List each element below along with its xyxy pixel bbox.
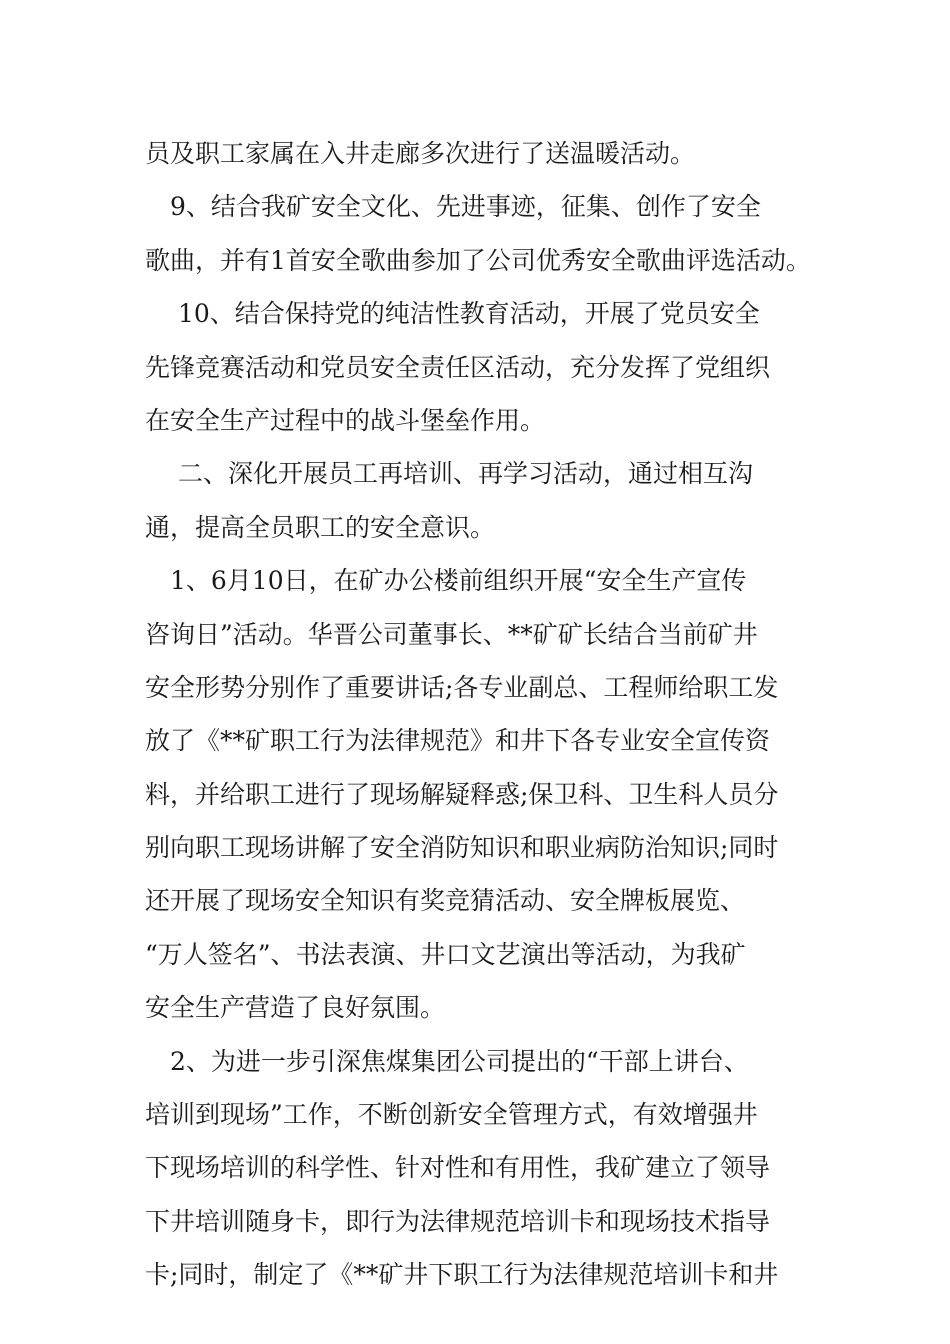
- paragraph-item-2-training-cards: [145, 1035, 825, 1302]
- text-line: 料，并给职工进行了现场解疑释惑;保卫科、卫生科人员分: [145, 779, 779, 809]
- text-line: 员及职工家属在入井走廊多次进行了送温暖活动。: [145, 139, 696, 168]
- text-line: 先锋竞赛活动和党员安全责任区活动，充分发挥了党组织: [145, 352, 771, 382]
- text-line: 放了《**矿职工行为法律规范》和井下各专业安全宣传资: [145, 726, 771, 756]
- text-line: 1、6月10日，在矿办公楼前组织开展“安全生产宣传: [145, 566, 747, 596]
- text-line: 2、为进一步引深焦煤集团公司提出的“干部上讲台、: [145, 1046, 749, 1076]
- text-line: 安全形势分别作了重要讲话;各专业副总、工程师给职工发: [145, 672, 779, 702]
- text-line: 9、结合我矿安全文化、先进事迹，征集、创作了安全: [145, 192, 761, 222]
- text-line: 还开展了现场安全知识有奖竞猜活动、安全牌板展览、: [145, 886, 746, 916]
- text-line: 歌曲，并有1首安全歌曲参加了公司优秀安全歌曲评选活动。: [145, 245, 811, 275]
- text-line: 10、结合保持党的纯洁性教育活动，开展了党员安全: [145, 299, 760, 329]
- section-heading-two: [145, 447, 825, 554]
- text-line: 培训到现场”工作，不断创新安全管理方式，有效增强井: [145, 1100, 758, 1130]
- paragraph-family-warmth: [145, 127, 825, 180]
- text-line: 别向职工现场讲解了安全消防知识和职业病防治知识;同时: [145, 833, 779, 863]
- text-line: “万人签名”、书法表演、井口文艺演出等活动，为我矿: [145, 939, 746, 969]
- text-line: 安全生产营造了良好氛围。: [145, 993, 446, 1023]
- paragraph-item-10-party-members: [145, 287, 825, 447]
- text-line: 二、深化开展员工再培训、再学习活动，通过相互沟: [145, 459, 753, 489]
- text-line: 下现场培训的科学性、针对性和有用性，我矿建立了领导: [145, 1153, 771, 1183]
- document-body: [145, 127, 825, 1302]
- paragraph-item-1-consultation-day: [145, 554, 825, 1035]
- text-line: 在安全生产过程中的战斗堡垒作用。: [145, 405, 546, 435]
- text-line: 咨询日”活动。华晋公司董事长、**矿矿长结合当前矿井: [145, 619, 758, 649]
- paragraph-item-9-safety-songs: [145, 180, 825, 287]
- text-line: 卡;同时，制定了《**矿井下职工行为法律规范培训卡和井: [145, 1260, 779, 1290]
- text-line: 通，提高全员职工的安全意识。: [145, 512, 496, 542]
- text-line: 下井培训随身卡，即行为法律规范培训卡和现场技术指导: [145, 1206, 771, 1236]
